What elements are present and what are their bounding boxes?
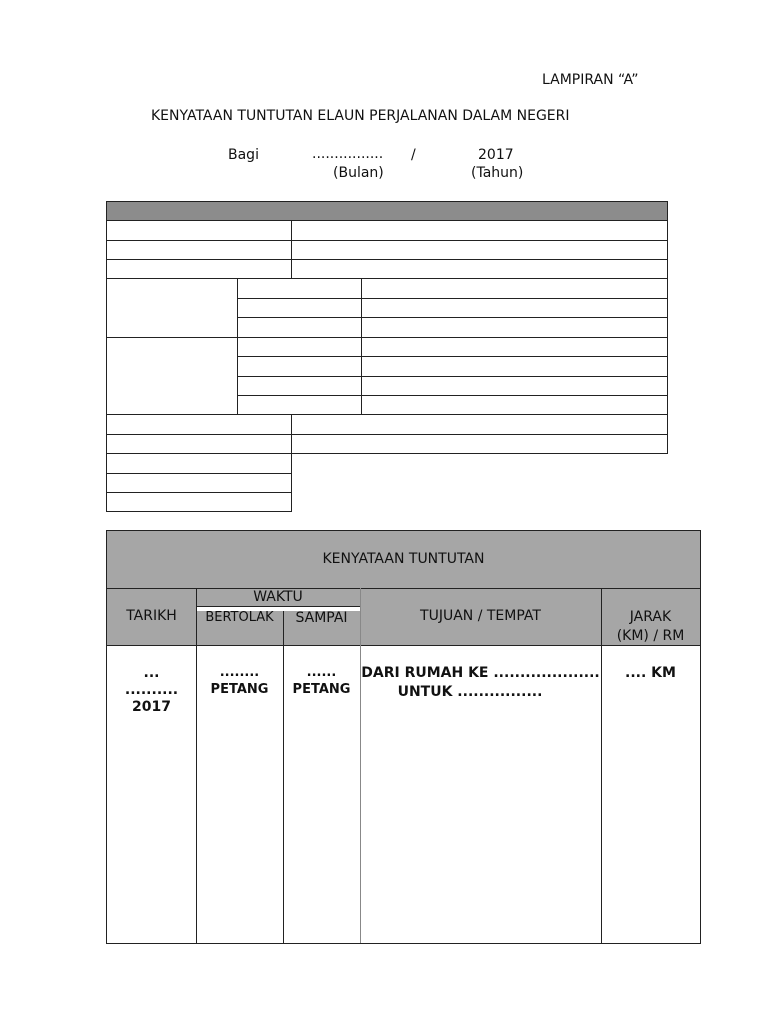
claim-table [106, 530, 701, 944]
row-divider [106, 278, 668, 279]
col-divider [291, 220, 292, 278]
table-header-bar [106, 201, 668, 221]
slash-separator: / [411, 147, 416, 163]
col-waktu-header: WAKTU [253, 589, 303, 605]
row-divider [237, 317, 668, 318]
col-tujuan-header: TUJUAN / TEMPAT [420, 608, 541, 624]
sampai-period: PETANG [292, 682, 351, 697]
lampiran-label: LAMPIRAN “A” [542, 72, 639, 88]
sub-table-frame [106, 453, 292, 512]
col-jarak-header-line2: (KM) / RM [616, 628, 685, 644]
bertolak-period: PETANG [210, 682, 269, 697]
col-divider [283, 611, 284, 943]
tarikh-day-field[interactable]: ... [143, 665, 160, 681]
tujuan-untuk[interactable]: UNTUK ................ [397, 684, 543, 700]
tujuan-dari-rumah[interactable]: DARI RUMAH KE .................... [361, 665, 600, 681]
row-divider [237, 356, 668, 357]
bulan-caption: (Bulan) [333, 165, 384, 181]
row-divider [106, 414, 668, 415]
col-divider [196, 588, 197, 943]
year-field[interactable]: 2017 [478, 147, 514, 163]
tarikh-year: 2017 [132, 699, 171, 715]
row-divider [106, 240, 668, 241]
tarikh-month-field[interactable]: .......... [124, 682, 179, 698]
page-title: KENYATAAN TUNTUTAN ELAUN PERJALANAN DALAM NEGERI [151, 108, 570, 124]
row-divider [106, 434, 668, 435]
row-divider [106, 337, 668, 338]
col-jarak-header-line1: JARAK [629, 609, 672, 625]
row-divider [237, 298, 668, 299]
row-divider [106, 259, 668, 260]
row-divider [106, 492, 292, 493]
col-bertolak-header: BERTOLAK [205, 610, 274, 625]
bertolak-time-field[interactable]: ........ [219, 665, 260, 680]
row-divider [237, 395, 668, 396]
col-sampai-header: SAMPAI [295, 610, 348, 626]
sampai-time-field[interactable]: ...... [306, 665, 337, 680]
jarak-field[interactable]: .... KM [625, 665, 676, 681]
bulan-field[interactable]: ................ [312, 146, 384, 162]
row-divider [237, 376, 668, 377]
tahun-caption: (Tahun) [471, 165, 524, 181]
row-divider [106, 473, 292, 474]
claim-table-title: KENYATAAN TUNTUTAN [322, 551, 485, 567]
bagi-label: Bagi [228, 147, 259, 163]
col-tarikh-header: TARIKH [126, 608, 177, 624]
col-divider [360, 588, 361, 943]
